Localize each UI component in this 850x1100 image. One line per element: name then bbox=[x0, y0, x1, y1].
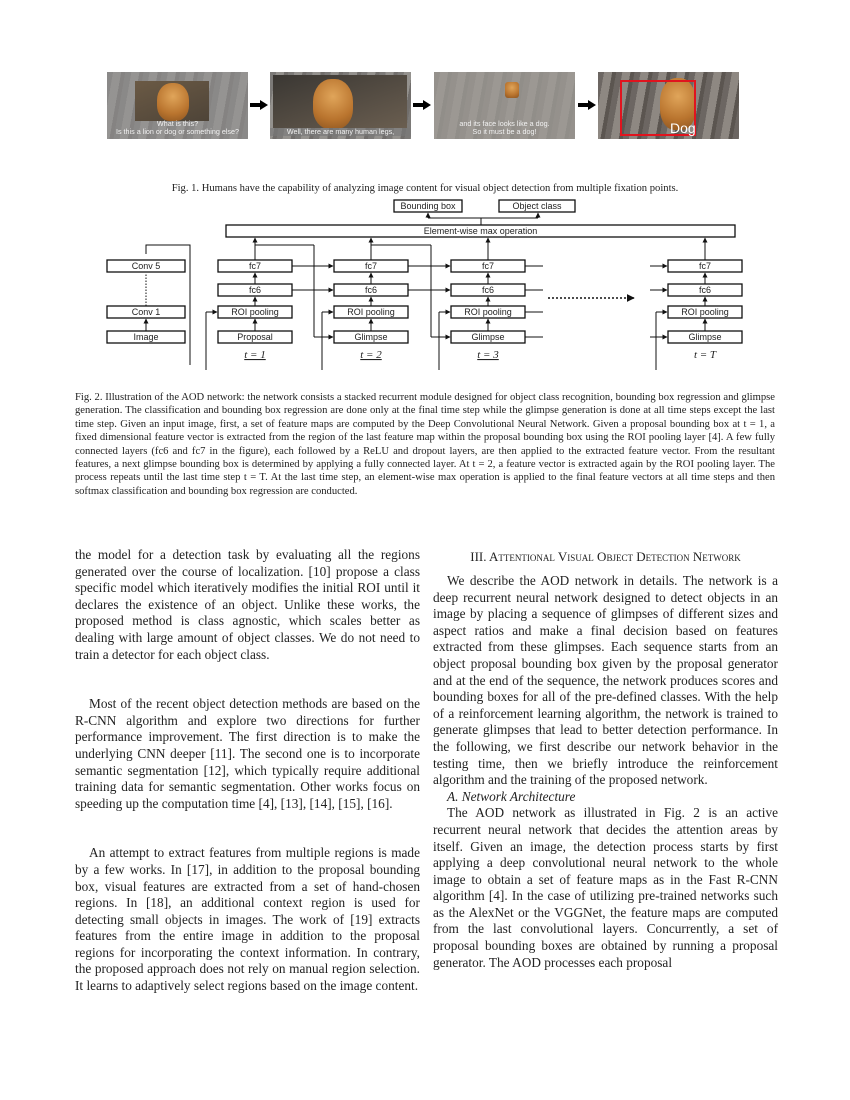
fc7-box-label: fc7 bbox=[364, 261, 378, 271]
time-step-label: t = T bbox=[693, 349, 717, 361]
roi-pooling-box-label: ROI pooling bbox=[681, 307, 729, 317]
fc7-box-label: fc7 bbox=[481, 261, 495, 271]
fc7-box-label: fc7 bbox=[248, 261, 262, 271]
time-step-label: t = 2 bbox=[360, 349, 382, 361]
fc6-box-label: fc6 bbox=[364, 285, 378, 295]
figure-2-caption: Fig. 2. Illustration of the AOD network: the network consists a stacked recurrent module designed for object class recognition, bounding box regression and glimpse generation. The classification and bounding box regression are done only at the final time step while the glimpse generation is done at all time steps except the last time step. Given an input image, first, a set of feature maps are computed by the Deep Convolutional Neural Network. Given a proposal bounding box at t = 1, a fixed dimensional feature vector is extracted from the region of the last feature map within the proposal bounding box using the ROI pooling layer [4]. A few fully connected layers (fc6 and fc7 in the figure), each followed by a ReLU and dropout layers, are then applied to the extracted feature vector. From the resultant features, a next glimpse bounding box is determined by applying a fully connected layer. At t = 2, a feature vector is extracted again by the ROI pooling layer. The process repeats until the last time step t = T. At the last time step, an element-wise max operation is applied to the final feature vectors at all time steps and then softmax classification and bounding box regression are conducted. bbox=[75, 392, 775, 497]
element-wise-max-box-label: Element-wise max operation bbox=[423, 226, 538, 236]
image-box-label: Image bbox=[133, 332, 159, 342]
fc6-box-label: fc6 bbox=[248, 285, 262, 295]
roi-pooling-box-label: ROI pooling bbox=[347, 307, 395, 317]
fc7-box-label: fc7 bbox=[698, 261, 712, 271]
paragraph: We describe the AOD network in details. The network is a deep recurrent neural network designed to detect objects in an image by placing a sequence of glimpses of different sizes and aspect ratios and make a final decision based on features extracted from these glimpses. Each sequence starts from an object proposal bounding box given by the proposal generator and at the end of the sequence, the network produces scores and bounding boxes for all of the pre-defined classes. With the help of a reinforcement learning algorithm, the network is trained to generate glimpses that lead to better detection performance. In the following, we first describe our network behavior in the testing time, then we briefly introduce the reinforcement algorithm and the training of the proposed network. bbox=[433, 573, 778, 788]
paragraph: The AOD network as illustrated in Fig. 2 is an active recurrent neural network that decides the attention areas by itself. Given an image, the detection process starts by first applying a deep convolutional neural network to the whole image to obtain a set of feature maps as in the Fast R-CNN algorithm [4]. In the case of utilizing pre-trained networks such as the AlexNet or the VGGNet, the feature maps are computed from the last convolutional layers. Concurrently, a set of proposal bounding boxes are obtained by running a proposal generator. The AOD processes each proposal bbox=[433, 805, 778, 970]
conv5-box-label: Conv 5 bbox=[131, 261, 161, 271]
arrow-right-icon bbox=[250, 100, 268, 110]
panel-caption-line: Well, there are many human legs, bbox=[286, 127, 395, 136]
figure-1-panel-4 bbox=[598, 72, 739, 139]
left-column bbox=[75, 547, 420, 995]
roi-pooling-box-label: ROI pooling bbox=[464, 307, 512, 317]
right-column bbox=[433, 547, 778, 971]
paragraph: An attempt to extract features from multiple regions is made by a few works. In [17], in addition to the proposal bounding box, visual features are extracted from a set of hand-chosen regions. In [18], an additional context region is used for detecting small objects in images. The work of [19] extracts features from the entire image in addition to the proposal regions for incorporating the context information. In contrary, the proposed approach does not rely on manual region selection. It learns to adaptively select regions based on the image content. bbox=[75, 845, 420, 994]
panel-caption-line: What is this? bbox=[156, 119, 199, 128]
section-heading: III. Attentional Visual Object Detection Network bbox=[470, 549, 741, 564]
proposal-box-label: Proposal bbox=[237, 332, 273, 342]
panel-caption-line: Is this a lion or dog or something else? bbox=[115, 127, 240, 136]
glimpse-box-label: Glimpse bbox=[354, 332, 388, 342]
arrow-right-icon bbox=[413, 100, 431, 110]
roi-pooling-box-label: ROI pooling bbox=[231, 307, 279, 317]
figure-1-panel-1 bbox=[107, 72, 248, 139]
detection-label: Dog bbox=[670, 120, 696, 136]
paragraph: Most of the recent object detection methods are based on the R-CNN algorithm and explore two directions for further performance improvement. The first direction is to make the underlying CNN deeper [11]. The second one is to incorporate semantic segmentation [12], which typically require additional training data for semantic segmentation. Other works focus on speeding up the computation time [4], [13], [14], [15], [16]. bbox=[75, 696, 420, 811]
object-class-output-label: Object class bbox=[512, 201, 562, 211]
figure-1-panel-3 bbox=[434, 72, 575, 139]
arrow-right-icon bbox=[578, 100, 596, 110]
glimpse-box-label: Glimpse bbox=[688, 332, 722, 342]
bounding-box-output-label: Bounding box bbox=[400, 201, 456, 211]
time-step-label: t = 3 bbox=[477, 349, 499, 361]
figure-1-caption: Fig. 1. Humans have the capability of analyzing image content for visual object detection from multiple fixation points. bbox=[171, 183, 679, 194]
panel-caption-line: and its face looks like a dog. bbox=[459, 119, 550, 128]
figure-1-panel-2 bbox=[270, 72, 411, 139]
paragraph: the model for a detection task by evaluating all the regions generated over the course of localization. [10] propose a class specific model which iteratively modifies the initial ROI until it declares the existence of an object. Unlike these works, the proposed method is class agnostic, which scales better as dealing with large amount of object classes. We do not need to train a detector for each object class. bbox=[75, 547, 420, 662]
conv1-box-label: Conv 1 bbox=[131, 307, 161, 317]
fc6-box-label: fc6 bbox=[698, 285, 712, 295]
figure-2-diagram bbox=[0, 195, 850, 395]
panel-caption-line: So it must be a dog! bbox=[472, 127, 537, 136]
glimpse-box-label: Glimpse bbox=[471, 332, 505, 342]
fc6-box-label: fc6 bbox=[481, 285, 495, 295]
time-step-label: t = 1 bbox=[244, 349, 266, 361]
subsection-heading: A. Network Architecture bbox=[447, 788, 576, 804]
